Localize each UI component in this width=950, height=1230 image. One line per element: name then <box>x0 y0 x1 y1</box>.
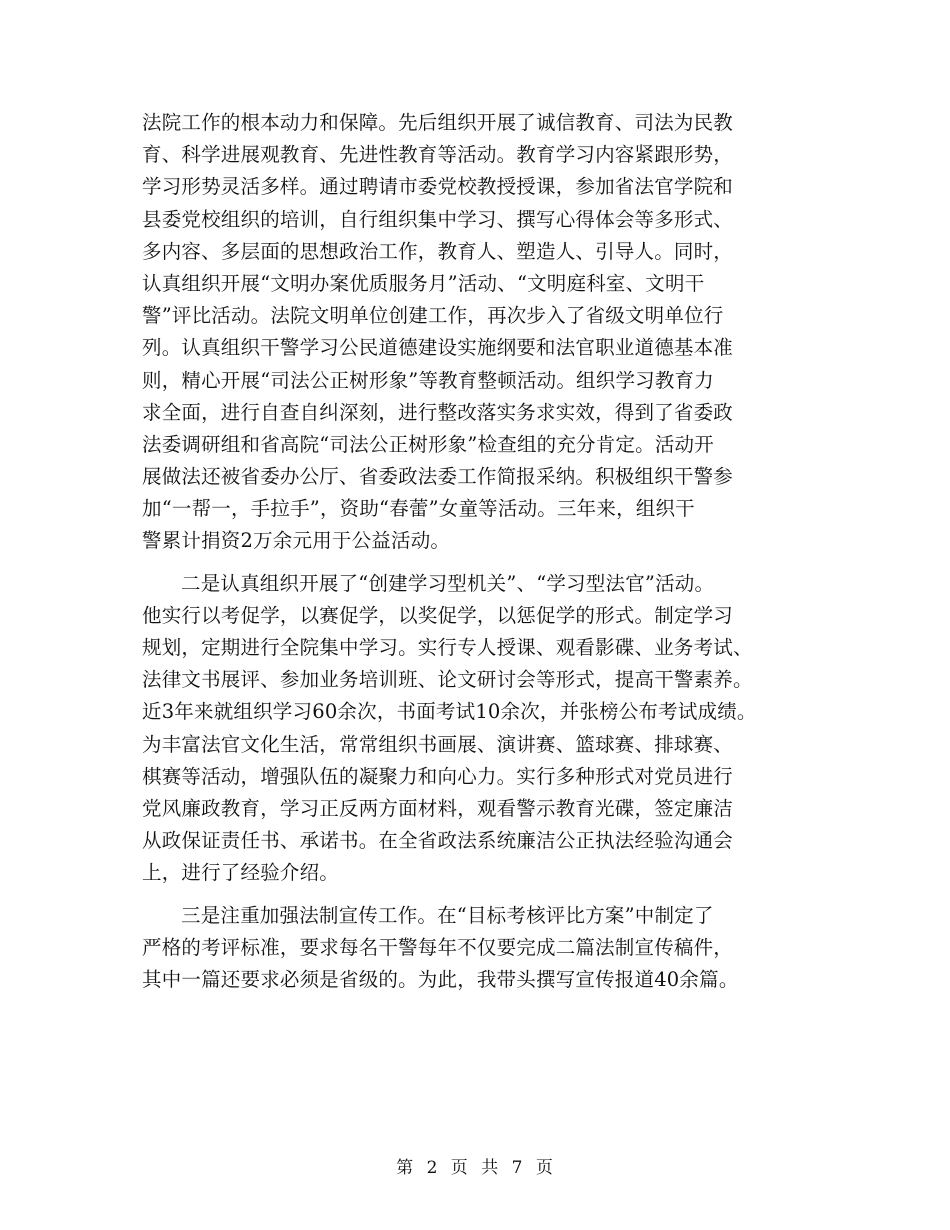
text-line: 为丰富法官文化生活，常常组织书画展、演讲赛、篮球赛、排球赛、 <box>142 732 734 756</box>
text-line: 警累计捐资2万余元用于公益活动。 <box>142 529 451 553</box>
text-line: 县委党校组织的培训，自行组织集中学习、撰写心得体会等多形式、 <box>142 207 734 231</box>
text-line: 规划，定期进行全院集中学习。实行专人授课、观看影碟、业务考试、 <box>142 636 753 659</box>
text-line: 从政保证责任书、承诺书。在全省政法系统廉洁公正执法经验沟通会 <box>142 829 734 853</box>
text-line: 他实行以考促学，以赛促学，以奖促学，以惩促学的形式。制定学习 <box>142 603 734 627</box>
paragraph-3 <box>142 900 832 997</box>
paragraph-2 <box>142 568 832 890</box>
text-line: 展做法还被省委办公厅、省委政法委工作简报采纳。积极组织干警参 <box>142 465 734 489</box>
text-line: 法委调研组和省高院“司法公正树形象”检查组的充分肯定。活动开 <box>142 432 714 456</box>
text-line: 法院工作的根本动力和保障。先后组织开展了诚信教育、司法为民教 <box>142 111 734 134</box>
text-line: 近3年来就组织学习60余次，书面考试10余次，并张榜公布考试成绩。 <box>142 700 757 724</box>
text-line: 上，进行了经验介绍。 <box>142 861 340 885</box>
text-line: 列。认真组织干警学习公民道德建设实施纲要和法官职业道德基本准 <box>142 336 734 360</box>
text-line: 则，精心开展“司法公正树形象”等教育整顿活动。组织学习教育力 <box>142 368 714 392</box>
paragraph-1 <box>142 107 832 558</box>
text-line: 多内容、多层面的思想政治工作，教育人、塑造人、引导人。同时， <box>142 239 734 263</box>
text-line: 法律文书展评、参加业务培训班、论文研讨会等形式，提高干警素养。 <box>142 668 753 692</box>
document-body <box>142 107 832 996</box>
text-line: 其中一篇还要求必须是省级的。为此，我带头撰写宣传报道40余篇。 <box>142 967 739 991</box>
text-line: 党风廉政教育，学习正反两方面材料，观看警示教育光碟，签定廉洁 <box>142 796 734 820</box>
page-number-footer: 第 2 页 共 7 页 <box>396 1158 554 1178</box>
text-line: 棋赛等活动，增强队伍的凝聚力和向心力。实行多种形式对党员进行 <box>142 764 734 788</box>
text-line: 严格的考评标准，要求每名干警每年不仅要完成二篇法制宣传稿件， <box>142 935 734 959</box>
paragraph-spacer <box>142 558 832 568</box>
text-line: 求全面，进行自查自纠深刻，进行整改落实务求实效，得到了省委政 <box>142 400 734 424</box>
paragraph-spacer <box>142 890 832 900</box>
text-line: 学习形势灵活多样。通过聘请市委党校教授授课，参加省法官学院和 <box>142 175 734 199</box>
text-line: 认真组织开展“文明办案优质服务月”活动、“文明庭科室、文明干 <box>142 271 705 295</box>
text-line: 加“一帮一，手拉手”，资助“春蕾”女童等活动。三年来，组织干 <box>142 497 695 521</box>
text-line: 二是认真组织开展了“创建学习型机关”、“学习型法官”活动。 <box>181 571 715 595</box>
text-line: 育、科学进展观教育、先进性教育等活动。教育学习内容紧跟形势， <box>142 143 734 167</box>
text-line: 警”评比活动。法院文明单位创建工作，再次步入了省级文明单位行 <box>142 304 724 328</box>
text-line: 三是注重加强法制宣传工作。在“目标考核评比方案”中制定了 <box>181 903 714 927</box>
